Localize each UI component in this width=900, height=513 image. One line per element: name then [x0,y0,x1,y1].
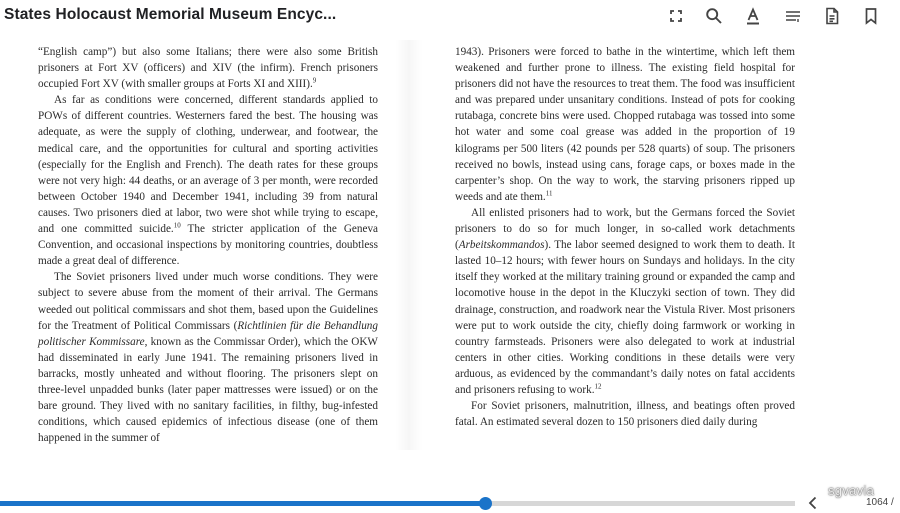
page-gutter [395,40,423,450]
paragraph: “English camp”) but also some Italians; there were also some British prisoners at Fort XV (officers) and XIV (the infirm). French prisoners occupied Fort XV (with smaller groups at Forts XI and XIII).$^9$ [38,46,378,91]
paragraph: All enlisted prisoners had to work, but the Germans forced the Soviet prisoners to do so for much longer, in so-called work detachments (Arbeitskommandos). The labor seemed designed to work them to death. It lasted 10–12 hours; with fewer hours on Sundays and holidays. In the city itself they worked at the military training ground or expanded the camp and locomotive house in the depot in the Kluczyki section of town. They did drainage, construction, and roadwork near the Vistula River. Most prisoners were put to work outside the city, chiefly doing farmwork or working in country farmsteads. Prisoners were also delegated to work at industrial centers in other cities. Working conditions in these details were very arduous, as evidenced by the commandant’s daily notes on fatal accidents and prisoners refusing to work.$^{12}$ [455,206,795,396]
paragraph: The Soviet prisoners lived under much worse conditions. They were subject to severe abuse from the moment of their arrival. The Germans weeded out political commissars and shot them, based upon the Guidelines for the Treatment of Political Commissars (Richtlinien für die Behandlung politischer Kommissare, known as the Commissar Order), which the OKW had disseminated in early June 1941. The remaining prisoners lived in barracks, mostly unheated and without flooring. The prisoners slept on three-level unpadded bunks (later paper mattresses were issued) or on the bare ground. They lived with no sanitary facilities, in filthy, bug-infested conditions, which caused epidemics of infectious disease (one of them happened in the summer of [38,271,378,445]
search-icon[interactable] [703,5,725,27]
document-icon[interactable] [821,5,843,27]
fullscreen-icon[interactable] [665,5,687,27]
reading-progress-slider[interactable] [0,501,795,506]
text-format-icon[interactable] [742,5,764,27]
previous-page-button[interactable] [804,493,822,513]
top-bar [0,0,900,34]
right-page [455,44,795,452]
book-title: States Holocaust Memorial Museum Encyc... [4,6,337,23]
progress-fill [0,501,485,506]
page-counter: 1064 / [866,497,894,508]
left-page [38,44,378,452]
paragraph: 1943). Prisoners were forced to bathe in the wintertime, which left them weakened and further prone to illness. The existing field hospital for prisoners did not have the resources to treat them. The food was insufficient and was prepared under unsanitary conditions. Instead of pots for cooking rutabaga, concrete bins were used. Chopped rutabaga was tossed into some hot water and some coal grease was added in the proportion of 19 kilograms per 500 liters (42 pounds per 528 quarts) of soup. The prisoners received no bowls, instead using cans, forage caps, or boxes made in the carpenter’s shop. On the way to work, the starving prisoners ripped up weeds and ate them.$^{11}$ [455,46,795,203]
paragraph: As far as conditions were concerned, different standards applied to POWs of different countries. Westerners fared the best. The housing was adequate, as were the supply of clothing, underwear, and footwear, the medical care, and the opportunities for cultural and sporting activities (especially for the English and French). The death rates for these groups were not very high: 44 deaths, or an average of 3 per month, were recorded between October 1940 and December 1941, including 39 from natural causes. Two prisoners died at labor, two were shot while trying to escape, and one committed suicide.$^{10}$ The stricter application of the Geneva Convention, and occasional inspections by monitoring countries, doubtless made a great deal of difference. [38,94,379,268]
bookmark-icon[interactable] [860,5,882,27]
progress-handle[interactable] [479,497,492,510]
watermark: sgvavia [828,483,875,498]
list-icon[interactable] [782,5,804,27]
chevron-left-icon [807,495,819,511]
paragraph: For Soviet prisoners, malnutrition, illness, and beatings often proved fatal. An estimated several dozen to 150 prisoners died daily during [455,400,795,429]
